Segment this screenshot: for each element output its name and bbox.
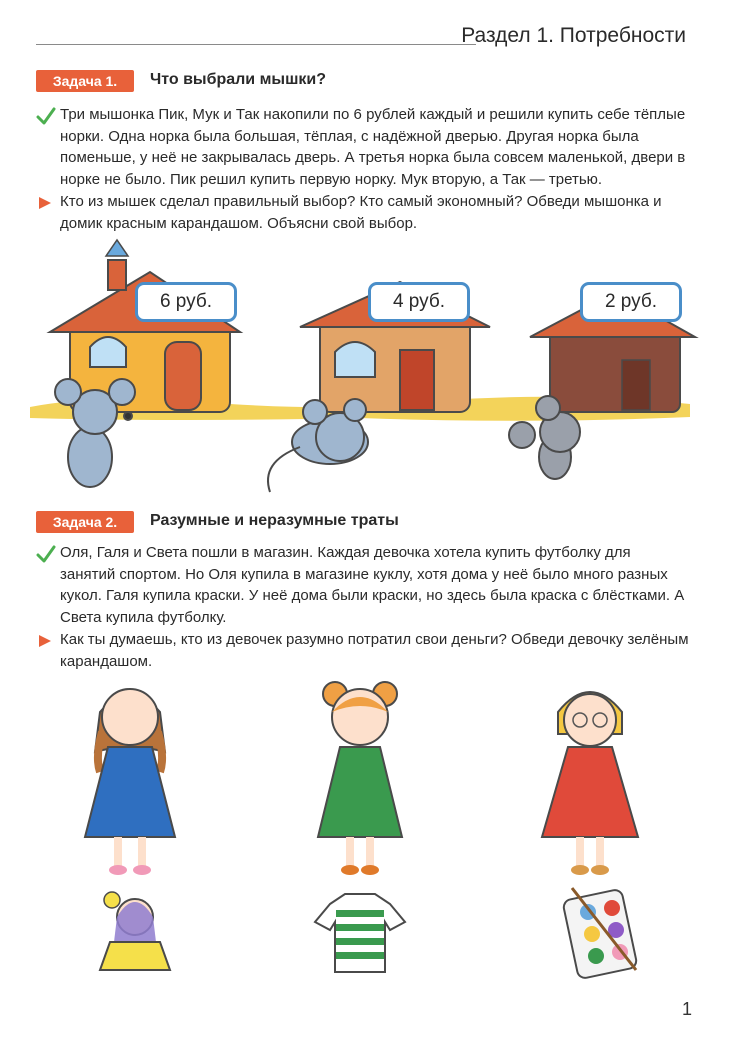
tshirt-icon [315, 894, 405, 972]
girl-galya-icon [318, 682, 402, 875]
paint-palette-icon [562, 888, 637, 979]
price-tag-big-house: 6 руб. [135, 282, 237, 322]
triangle-bullet-icon [38, 634, 52, 648]
task2-story: Оля, Галя и Света пошли в магазин. Каждая девочка хотела купить футболку для занятий спортом. Но Оля купила в магазине куклу, хотя дома у неё было много разных кукол. Галя купила краски. У неё дома были краски, но здесь была краска с блёстками. А Света купила футболку. [60, 544, 685, 626]
page-number: 1 [681, 999, 692, 1019]
task2-title: Разумные и неразумные траты [150, 512, 399, 529]
price-tag-medium-house: 4 руб. [368, 282, 470, 322]
task1-story: Три мышонка Пик, Мук и Так накопили по 6 рублей каждый и решили купить себе тёплые норки. Одна норка была большая, тёплая, с надёжной дверью. Другая норка была поменьше, у неё не закрывалась дверь. А третья норка была совсем маленькой, двери в норке не было. Пик решил купить первую норку. Мук вторую, а Так — третью. [60, 106, 686, 188]
checkmark-icon [36, 106, 56, 126]
task2-question: Как ты думаешь, кто из девочек разумно потратил свои деньги? Обведи девочку зелёным карандашом. [60, 631, 689, 670]
girls-illustration [40, 672, 700, 982]
girl-olya-icon [85, 689, 175, 875]
doll-icon [100, 892, 170, 970]
price-tag-small-house: 2 руб. [580, 282, 682, 322]
task1-badge: Задача 1. [36, 70, 134, 92]
task1-title: Что выбрали мышки? [150, 71, 327, 88]
task1-question: Кто из мышек сделал правильный выбор? Кто самый экономный? Обведи мышонка и домик красным карандашом. Объясни свой выбор. [60, 193, 662, 232]
girl-sveta-icon [542, 692, 638, 875]
mouse-pik-icon [55, 379, 135, 487]
section-title: Раздел 1. Потребности [461, 24, 686, 47]
triangle-bullet-icon [38, 196, 52, 210]
header-rule [36, 44, 476, 45]
houses-illustration [30, 232, 700, 512]
checkmark-icon [36, 544, 56, 564]
task2-badge: Задача 2. [36, 511, 134, 533]
